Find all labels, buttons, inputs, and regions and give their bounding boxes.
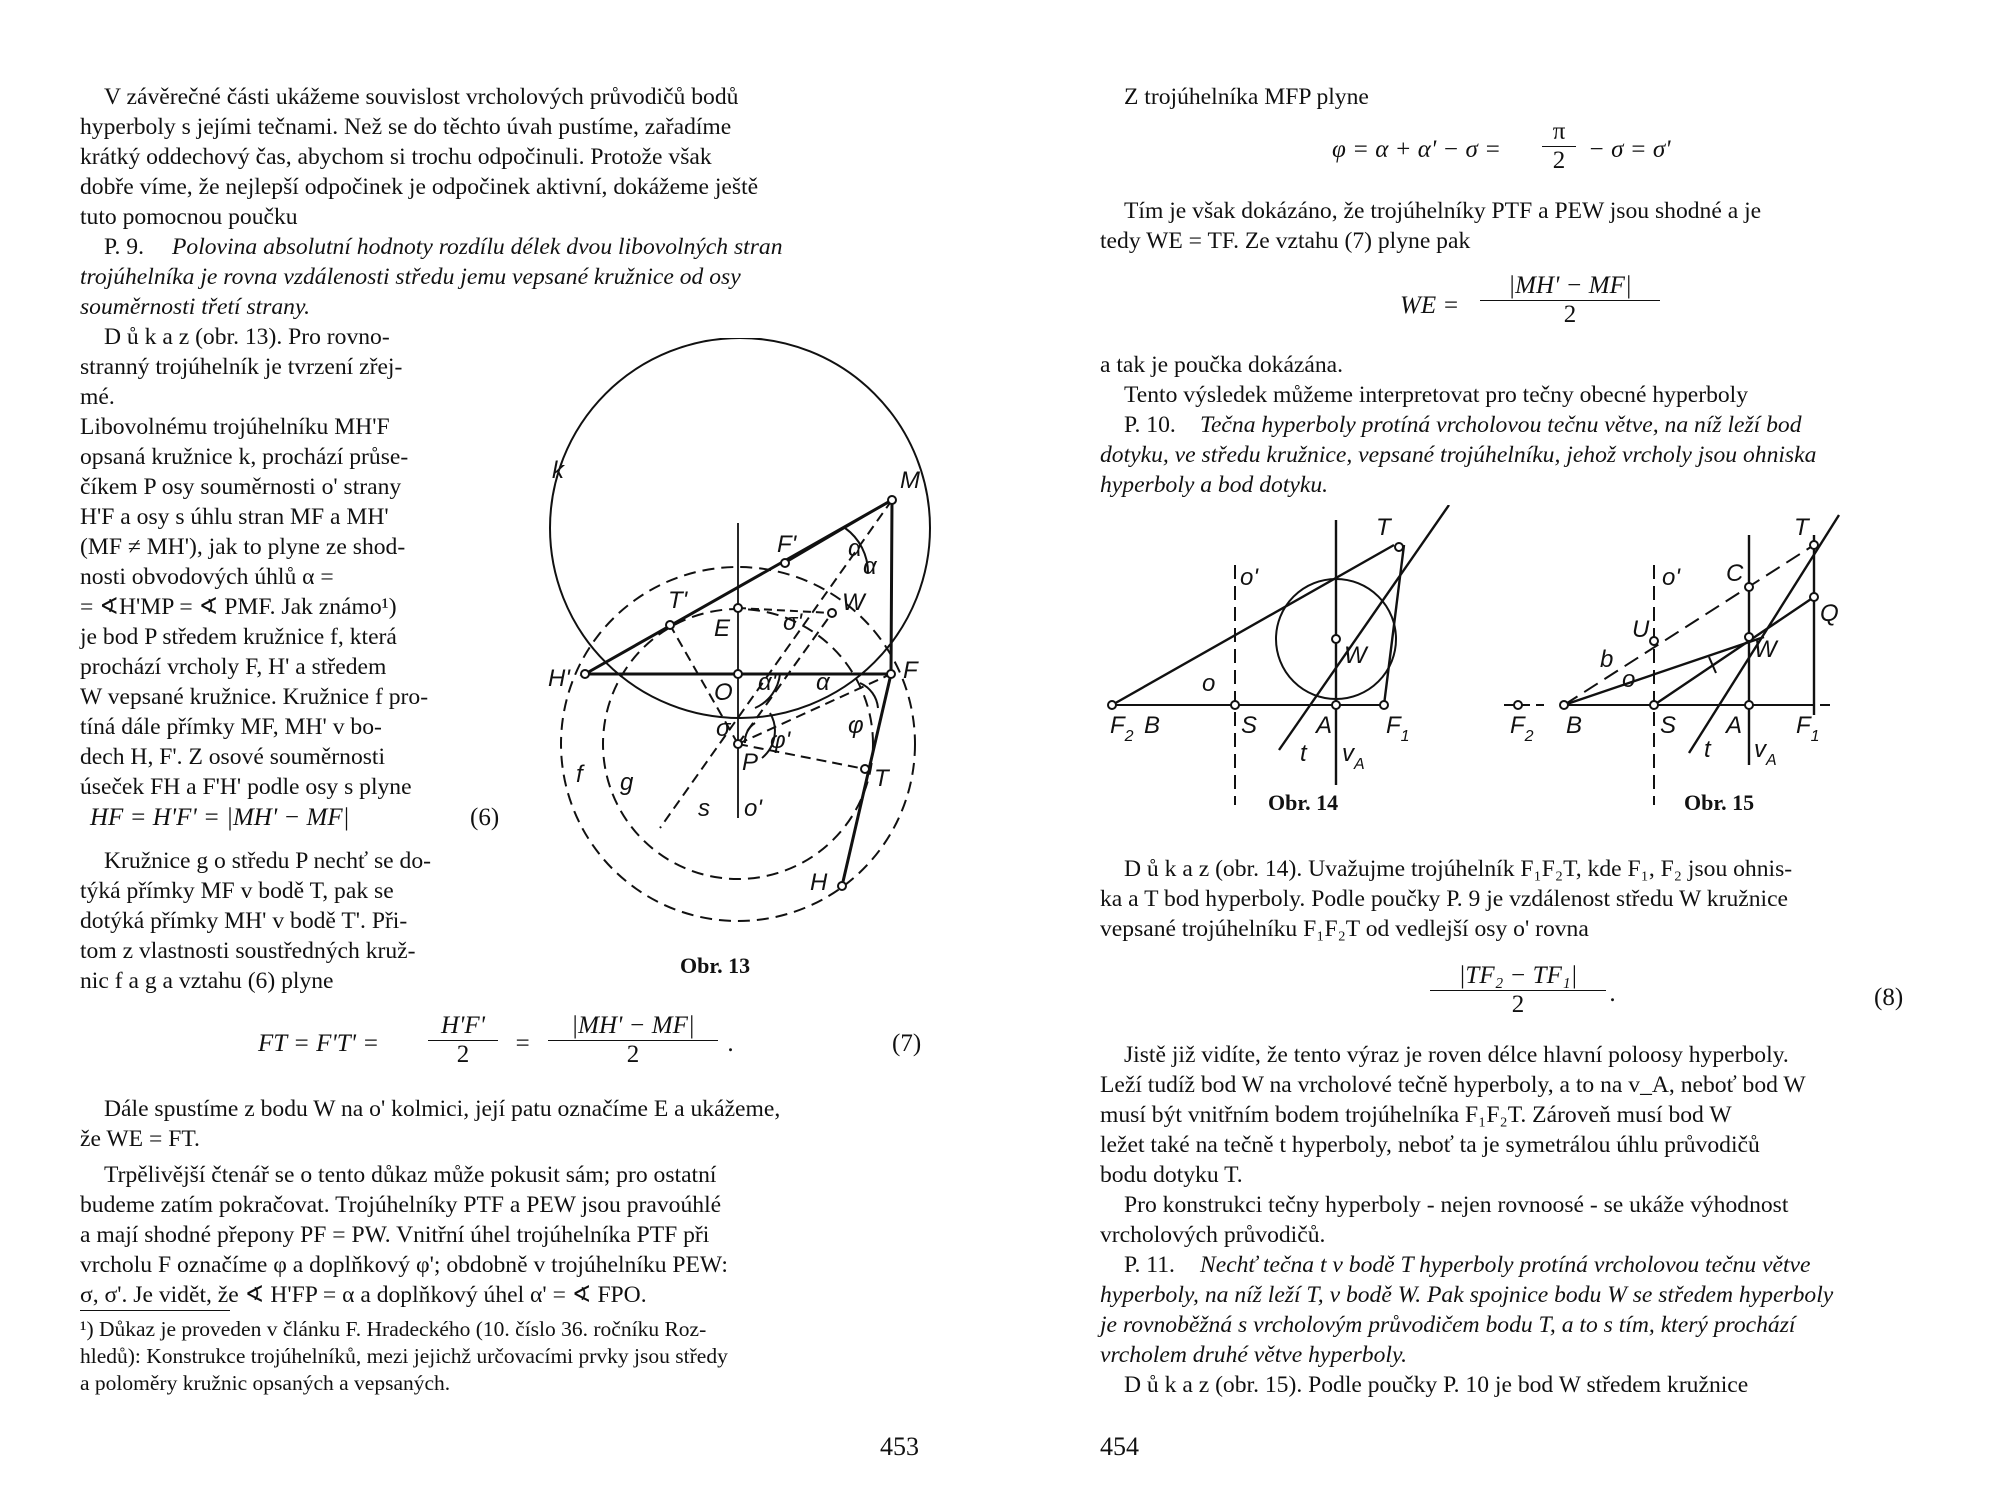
point-U — [1650, 637, 1658, 645]
footnote-line-2: hledů): Konstrukce trojúhelníků, mezi jejichž určovacími prvky jsou středy — [80, 1344, 728, 1368]
right-para4-line-1: Jistě již vidíte, že tento výraz je roven délce hlavní poloosy hyperboly. — [1124, 1042, 1789, 1068]
intro-line-2: hyperboly s jejími tečnami. Než se do těchto úvah pustíme, zařadíme — [80, 114, 732, 140]
point-F2 — [1514, 701, 1522, 709]
equation-phi-denominator: 2 — [1542, 146, 1576, 175]
point-B — [1560, 701, 1568, 709]
point-F — [887, 670, 895, 678]
equation-we-numerator: |MH' − MF| — [1508, 272, 1632, 299]
proof-line-6: číkem P osy souměrnosti o' strany — [80, 474, 402, 500]
para4-line-3: a mají shodné přepony PF = PW. Vnitřní úhel trojúhelníka PTF při — [80, 1222, 710, 1248]
proof-line-7: H'F a osy s úhlu stran MF a MH' — [80, 504, 389, 530]
label-T-prime: T' — [668, 587, 688, 614]
point-M — [888, 496, 896, 504]
intro-line-5: tuto pomocnou poučku — [80, 204, 298, 230]
point-S — [1650, 701, 1658, 709]
label-o: o — [1202, 670, 1216, 697]
proof-line-15: dech H, F'. Z osové souměrnosti — [80, 744, 386, 770]
label-S: S — [1241, 712, 1258, 739]
theorem-11-line-3: je rovnoběžná s vrcholovým průvodičem bodu T, a to s tím, který prochází — [1100, 1312, 1796, 1338]
equation-8-fraction — [1430, 962, 1606, 1019]
label-phi: φ — [848, 712, 864, 739]
theorem-10-line-2: dotyku, ve středu kružnice, vepsané trojúhelníku, jehož vrcholy jsou ohniska — [1100, 442, 1817, 468]
point-E — [734, 604, 742, 612]
intro-line-4: dobře víme, že nejlepší odpočinek je odpočinek aktivní, dokážeme ještě — [80, 174, 759, 200]
right-para4-line-5: bodu dotyku T. — [1100, 1162, 1243, 1188]
right-para4-line-3: musí být vnitřním bodem trojúhelníka F₁F₂T. Zároveň musí bod W — [1100, 1102, 1732, 1128]
theorem-10-line-3: hyperboly a bod dotyku. — [1100, 472, 1329, 498]
point-S — [1231, 701, 1239, 709]
label-A: A — [1726, 712, 1743, 739]
point-P — [734, 740, 742, 748]
label-B: B — [1144, 712, 1161, 739]
label-alpha-3: α — [816, 669, 830, 696]
equation-8-dot: . — [1610, 980, 1617, 1007]
label-W: W — [1344, 642, 1367, 669]
figure-15 — [1504, 505, 1924, 805]
intro-line-1: V závěrečné části ukážeme souvislost vrcholových průvodičů bodů — [104, 84, 739, 110]
theorem-9-line-1: Polovina absolutní hodnoty rozdílu délek dvou libovolných stran — [172, 234, 783, 260]
point-A — [1332, 701, 1340, 709]
para3-line-1: Dále spustíme z bodu W na o' kolmici, její patu označíme E a ukážeme, — [104, 1096, 781, 1122]
intro-line-3: krátký oddechový čas, abychom si trochu odpočinuli. Protože však — [80, 144, 712, 170]
right-para3-line-2: ka a T bod hyperboly. Podle poučky P. 9 je vzdálenost středu W kružnice — [1100, 886, 1789, 912]
point-T-prime — [666, 621, 674, 629]
label-alpha-2: α — [863, 553, 877, 580]
equation-7-dot: . — [728, 1030, 735, 1057]
figure-14-caption: Obr. 14 — [1268, 790, 1339, 815]
figure-13 — [530, 338, 950, 948]
label-F-prime: F' — [777, 531, 797, 558]
proof-line-11: je bod P středem kružnice f, která — [80, 624, 397, 650]
label-A: A — [1316, 712, 1333, 739]
para2-line-4: tom z vlastnosti soustředných kruž- — [80, 938, 416, 964]
label-f: f — [576, 761, 583, 788]
para4-line-1: Trpělivější čtenář se o tento důkaz může pokusit sám; pro ostatní — [104, 1162, 717, 1188]
line-b — [1564, 637, 1764, 705]
page-number-left: 453 — [880, 1432, 919, 1461]
figure-15-caption: Obr. 15 — [1684, 790, 1755, 815]
label-U: U — [1632, 616, 1650, 643]
proof-line-5: opsaná kružnice k, prochází průse- — [80, 444, 409, 470]
label-H: H — [810, 869, 828, 896]
point-Q — [1810, 593, 1818, 601]
right-para3-line-3: vepsané trojúhelníku F₁F₂T od vedlejší osy o' rovna — [1100, 916, 1589, 942]
label-Q: Q — [1820, 600, 1839, 627]
label-P: P — [742, 749, 759, 776]
equation-7-f1-denominator: 2 — [428, 1040, 498, 1069]
label-H-prime: H' — [548, 665, 570, 692]
equation-6-number: (6) — [470, 804, 500, 831]
page-number-right: 454 — [1100, 1432, 1139, 1461]
point-F-prime — [781, 559, 789, 567]
theorem-9-line-3: souměrnosti třetí strany. — [80, 294, 311, 320]
footnote-line-1: ¹) Důkaz je proveden v článku F. Hradeckého (10. číslo 36. ročníku Roz- — [80, 1317, 707, 1341]
point-T — [861, 765, 869, 773]
label-W: W — [1754, 636, 1777, 663]
equation-we-lhs: WE = — [1400, 292, 1460, 319]
label-W: W — [842, 589, 865, 616]
label-B: B — [1566, 712, 1583, 739]
point-W — [1332, 635, 1340, 643]
label-b: b — [1600, 646, 1614, 673]
equation-8-number: (8) — [1874, 984, 1904, 1011]
point-F1 — [1380, 701, 1388, 709]
equation-phi-lhs: φ = α + α' − σ = — [1332, 136, 1501, 163]
theorem-11-line-2: hyperboly, na níž leží T, v bodě W. Pak spojnice bodu W se středem hyperboly — [1100, 1282, 1834, 1308]
right-para1-line-2: tedy WE = TF. Ze vztahu (7) plyne pak — [1100, 228, 1471, 254]
para2-line-2: týká přímky MF v bodě T, pak se — [80, 878, 394, 904]
proof-line-2: stranný trojúhelník je tvrzení zřej- — [80, 354, 403, 380]
point-T — [1810, 541, 1818, 549]
point-W — [1745, 633, 1753, 641]
equation-7-f2-denominator: 2 — [548, 1040, 718, 1069]
para2-line-1: Kružnice g o středu P nechť se do- — [104, 848, 431, 874]
point-W — [828, 609, 836, 617]
equation-7-lhs: FT = F'T' = — [258, 1030, 380, 1057]
para4-line-2: budeme zatím pokračovat. Trojúhelníky PTF a PEW jsou pravoúhlé — [80, 1192, 722, 1218]
label-t: t — [1704, 736, 1711, 763]
equation-phi-rhs: − σ = σ' — [1588, 136, 1671, 163]
right-para4-line-7: vrcholových průvodičů. — [1100, 1222, 1326, 1248]
right-para4-line-2: Leží tudíž bod W na vrcholové tečně hyperboly, a to na v_A, neboť bod W — [1100, 1072, 1806, 1098]
label-F: F — [903, 657, 918, 684]
label-sigma: σ — [716, 715, 731, 742]
para2-line-5: nic f a g a vztahu (6) plyne — [80, 968, 334, 994]
label-F2: $F_2$ — [1110, 712, 1134, 745]
label-t: t — [1300, 740, 1307, 767]
theorem-9-line-2: trojúhelníka je rovna vzdálenosti středu jemu vepsané kružnice od osy — [80, 264, 741, 290]
proof-line-10: = ∢H'MP = ∢ PMF. Jak známo¹) — [80, 594, 397, 620]
label-T: T — [1376, 514, 1391, 541]
theorem-11-line-4: vrcholem druhé větve hyperboly. — [1100, 1342, 1408, 1368]
equation-7-number: (7) — [892, 1030, 922, 1057]
label-F2: $F_2$ — [1510, 712, 1534, 745]
right-line-1: Z trojúhelníka MFP plyne — [1124, 84, 1369, 110]
proof-line-12: prochází vrcholy F, H' a středem — [80, 654, 387, 680]
label-T: T — [1794, 514, 1809, 541]
label-o-prime: o' — [1662, 564, 1680, 591]
figure-14 — [1104, 505, 1524, 805]
equation-8-numerator: |TF₂ − TF₁| — [1458, 962, 1578, 989]
label-vA: $v_A$ — [1754, 736, 1777, 769]
proof-line-8: (MF ≠ MH'), jak to plyne ze shod- — [80, 534, 406, 560]
label-k: k — [552, 457, 564, 484]
right-para3-line-1: D ů k a z (obr. 14). Uvažujme trojúhelník F₁F₂T, kde F₁, F₂ jsou ohnis- — [1124, 856, 1793, 882]
point-H-prime — [581, 670, 589, 678]
tangent-t — [1279, 505, 1449, 750]
footnote-line-3: a poloměry kružnic opsaných a vepsaných. — [80, 1371, 451, 1395]
proof-line-4: Libovolnému trojúhelníku MH'F — [80, 414, 390, 440]
right-last-line: D ů k a z (obr. 15). Podle poučky P. 10 je bod W středem kružnice — [1124, 1372, 1749, 1398]
point-O — [734, 670, 742, 678]
label-F1: $F_1$ — [1796, 712, 1820, 745]
label-M: M — [900, 467, 920, 494]
right-para4-line-6: Pro konstrukci tečny hyperboly - nejen rovnoosé - se ukáže výhodnost — [1124, 1192, 1789, 1218]
point-A — [1745, 701, 1753, 709]
label-E: E — [714, 615, 731, 642]
label-alpha-prime: α' — [758, 669, 777, 696]
tangent-t — [1689, 515, 1839, 753]
point-F2 — [1108, 701, 1116, 709]
label-F1: $F_1$ — [1386, 712, 1410, 745]
right-para2-line-1: a tak je poučka dokázána. — [1100, 352, 1344, 378]
para2-line-3: dotýká přímky MH' v bodě T'. Při- — [80, 908, 408, 934]
equation-8-denominator: 2 — [1430, 990, 1606, 1019]
right-page — [1004, 0, 2008, 1501]
theorem-11-label: P. 11. — [1124, 1252, 1175, 1278]
label-sigma-prime: σ' — [783, 609, 803, 636]
right-para2-line-2: Tento výsledek můžeme interpretovat pro tečny obecné hyperboly — [1124, 382, 1749, 408]
line-S-Q — [1654, 597, 1814, 705]
para4-line-5: σ, σ'. Je vidět, že ∢ H'FP = α a doplňkový úhel α' = ∢ FPO. — [80, 1282, 647, 1308]
proof-line-9: nosti obvodových úhlů α = — [80, 564, 334, 590]
label-o-prime: o' — [1240, 564, 1258, 591]
footnote-rule — [80, 1310, 230, 1311]
label-phi-prime: φ' — [770, 727, 791, 754]
proof-line-13: W vepsané kružnice. Kružnice f pro- — [80, 684, 429, 710]
equation-7-f1-numerator: H'F' — [440, 1012, 486, 1039]
right-para4-line-4: ležet také na tečně t hyperboly, neboť ta je symetrálou úhlu průvodičů — [1100, 1132, 1760, 1158]
label-T: T — [874, 765, 889, 792]
proof-line-3: mé. — [80, 384, 115, 410]
equation-7-equals: = — [514, 1030, 531, 1057]
label-C: C — [1726, 560, 1744, 587]
proof-line-16: úseček FH a F'H' podle osy s plyne — [80, 774, 412, 800]
theorem-10-line-1: Tečna hyperboly protíná vrcholovou tečnu větve, na níž leží bod — [1200, 412, 1802, 438]
proof-line-14: tíná dále přímky MF, MH' v bo- — [80, 714, 382, 740]
label-s: s — [698, 795, 710, 822]
theorem-9-label: P. 9. — [104, 234, 144, 260]
right-para1-line-1: Tím je však dokázáno, že trojúhelníky PTF a PEW jsou shodné a je — [1124, 198, 1762, 224]
label-S: S — [1660, 712, 1677, 739]
equation-phi-fraction — [1542, 118, 1576, 175]
label-vA: $v_A$ — [1342, 740, 1365, 773]
label-o: o — [1622, 666, 1636, 693]
point-H — [838, 882, 846, 890]
theorem-10-label: P. 10. — [1124, 412, 1176, 438]
label-alpha-1: α — [848, 535, 862, 562]
equation-7-f2-numerator: |MH' − MF| — [571, 1012, 695, 1039]
para3-line-2: že WE = FT. — [80, 1126, 200, 1152]
point-T — [1395, 543, 1403, 551]
label-g: g — [620, 769, 634, 796]
para4-line-4: vrcholu F označíme φ a doplňkový φ'; obdobně v trojúhelníku PEW: — [80, 1252, 728, 1278]
equation-7-fraction-1 — [428, 1012, 498, 1069]
equation-7-fraction-2 — [548, 1012, 718, 1069]
equation-phi-numerator: π — [1552, 118, 1566, 145]
figure-13-caption: Obr. 13 — [680, 953, 751, 978]
equation-6: HF = H'F' = |MH' − MF| — [90, 804, 350, 831]
point-C — [1745, 583, 1753, 591]
equation-we-denominator: 2 — [1480, 300, 1660, 329]
label-O: O — [714, 679, 733, 706]
theorem-11-line-1: Nechť tečna t v bodě T hyperboly protíná vrcholovou tečnu větve — [1200, 1252, 1811, 1278]
proof-line-1: D ů k a z (obr. 13). Pro rovno- — [104, 324, 390, 350]
label-o-prime: o' — [744, 795, 762, 822]
equation-we-fraction — [1480, 272, 1660, 329]
